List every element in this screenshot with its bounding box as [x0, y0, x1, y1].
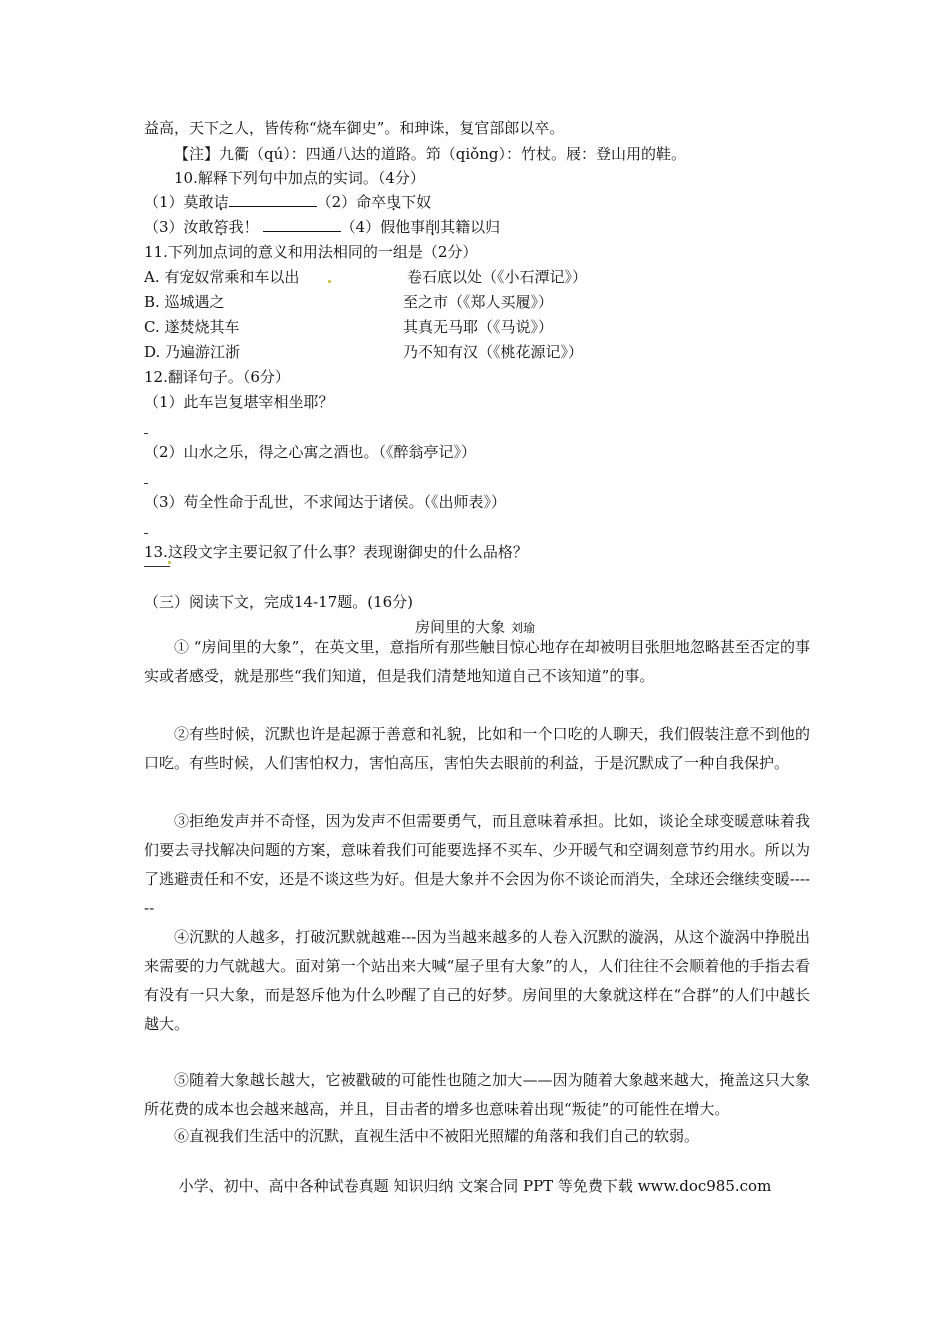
q10-item3-text: （3）汝敢 — [144, 218, 214, 236]
q11-option-c-right: 其真无马耶（《马说》） — [403, 318, 554, 336]
q13-answer-line[interactable] — [144, 566, 170, 567]
article-paragraph-3: ③拒绝发声并不奇怪，因为发声不但需要勇气，而且意味着承担。比如，谈论全球变暖意味着我们要去寻找解决问题的方案，意味着我们可能要选择不买车、少开暖气和空调刻意节约用水。所以为了逃避责任和不安，还是不谈这些为好。但是大象并不会因为你不谈论而消失，全球还会继续变暖------ — [144, 812, 810, 917]
q10-item2-rest: 下奴 — [401, 193, 432, 211]
highlight-mark — [168, 561, 171, 564]
article-author: 刘瑜 — [511, 621, 536, 635]
q10-item3-dotted-word: 笞 — [213, 218, 229, 236]
page-footer: 小学、初中、高中各种试卷真题 知识归纳 文案合同 PPT 等免费下载 www.doc985.com — [178, 1177, 772, 1195]
q13-stem: 13.这段文字主要记叙了什么事？表现谢御史的什么品格？ — [144, 543, 528, 561]
q11-option-a-right: 卷石底以处（《小石潭记》） — [407, 268, 588, 286]
passage-end-line: 益高，天下之人，皆传称“烧车御史”。和珅诛，复官部郎以卒。 — [144, 119, 565, 137]
q12-item-2: （2）山水之乐，得之心寓之酒也。（《醉翁亭记》） — [144, 443, 477, 461]
q10-answer-blank-1[interactable] — [229, 192, 317, 207]
q12-stem: 12.翻译句子。（6分） — [144, 368, 290, 386]
q11-option-d-right: 乃不知有汉（《桃花源记》） — [403, 343, 584, 361]
annotation-note: 【注】九衢（qú）：四通八达的道路。笻（qiǒng）：竹杖。屐：登山用的鞋。 — [174, 145, 686, 163]
highlight-mark — [328, 280, 331, 283]
q12-item-1: （1）此车岂复堪宰相坐耶？ — [144, 393, 334, 411]
q11-option-c-left: C. 遂焚烧其车 — [144, 318, 240, 336]
q11-option-b-left: B. 巡城遇之 — [144, 293, 225, 311]
q10-answer-blank-3[interactable] — [263, 217, 341, 232]
article-title-text: 房间里的大象 — [414, 618, 505, 636]
q10-item1-dotted-word: 诘 — [213, 193, 229, 211]
q10-row-2 — [144, 217, 500, 237]
article-paragraph-2: ②有些时候，沉默也许是起源于善意和礼貌，比如和一个口吃的人聊天，我们假装注意不到他的口吃。有些时候，人们害怕权力，害怕高压，害怕失去眼前的利益，于是沉默成了一种自我保护。 — [144, 725, 810, 772]
q12-answer-line-3[interactable] — [144, 533, 148, 534]
q10-item4-dotted-word: 削 — [425, 218, 441, 236]
article-paragraph-1: ① “房间里的大象”，在英文里，意指所有那些触目惊心地存在却被明目张胆地忽略甚至否定的事实或者感受，就是那些“我们知道，但是我们清楚地知道自己不该知道”的事。 — [144, 638, 810, 685]
q10-item4-rest: 其籍以归 — [440, 218, 501, 236]
q12-answer-line-1[interactable] — [144, 433, 148, 434]
section-3-heading: （三）阅读下文，完成14-17题。(16分) — [144, 593, 414, 611]
q11-stem: 11.下列加点词的意义和用法相同的一组是（2分） — [144, 243, 478, 261]
q12-answer-line-2[interactable] — [144, 483, 148, 484]
q11-option-a-left: A. 有宠奴常乘和车以出 — [144, 268, 300, 286]
q12-item-3: （3）苟全性命于乱世，不求闻达于诸侯。（《出师表》） — [144, 493, 507, 511]
q10-item3-rest: 我！ — [228, 218, 259, 236]
q10-item2-text: （2）命卒 — [316, 193, 387, 211]
q11-option-d-left: D. 乃遍游江浙 — [144, 343, 241, 361]
q10-item4-text: （4）假他事 — [340, 218, 426, 236]
q11-option-b-right: 至之市（《郑人买履》） — [403, 293, 554, 311]
article-paragraph-6: ⑥直视我们生活中的沉默，直视生活中不被阳光照耀的角落和我们自己的软弱。 — [174, 1127, 700, 1145]
article-paragraph-5: ⑤随着大象越长越大，它被戳破的可能性也随之加大——因为随着大象越来越大，掩盖这只大象所花费的成本也会越来越高，并且，目击者的增多也意味着出现“叛徒”的可能性在增大。 — [144, 1071, 810, 1118]
q10-item2-dotted-word: 曳 — [386, 193, 402, 211]
q10-stem: 10.解释下列句中加点的实词。（4分） — [174, 169, 425, 187]
q10-item1-text: （1）莫敢 — [144, 193, 214, 211]
article-paragraph-4: ④沉默的人越多，打破沉默就越难---因为当越来越多的人卷入沉默的漩涡，从这个漩涡中挣脱出来需要的力气就越大。面对第一个站出来大喊“屋子里有大象”的人，人们往往不会顺着他的手指去看有没有一只大象，而是怒斥他为什么吵醒了自己的好梦。房间里的大象就这样在“合群”的人们中越长越大。 — [144, 928, 810, 1033]
q10-row-1 — [144, 192, 431, 212]
